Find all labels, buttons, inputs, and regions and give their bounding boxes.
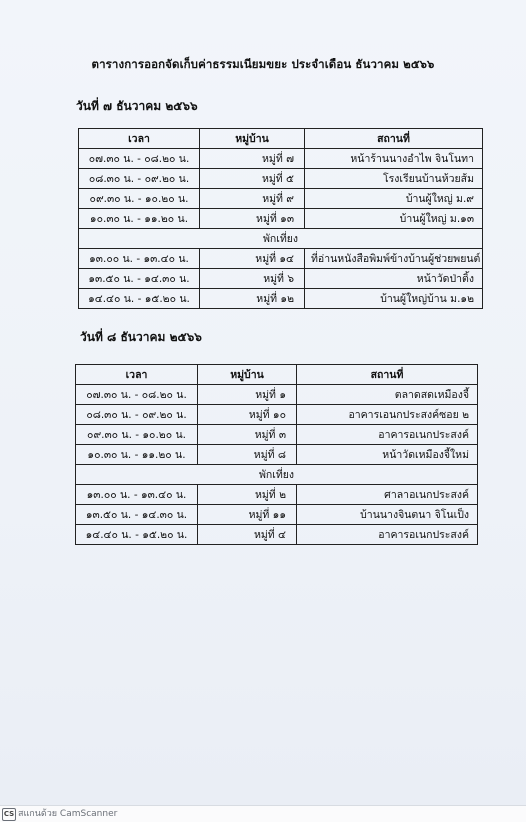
table-row — [79, 249, 483, 269]
schedule-table-day-8 — [75, 364, 478, 545]
table-row — [76, 425, 478, 445]
table-row — [76, 405, 478, 425]
time-cell: ๐๙.๓๐ น. - ๑๐.๒๐ น. — [79, 189, 200, 209]
village-cell: หมู่ที่ ๗ — [200, 149, 305, 169]
time-cell: ๑๓.๕๐ น. - ๑๔.๓๐ น. — [79, 269, 200, 289]
lunch-break-cell: พักเที่ยง — [76, 465, 478, 485]
table-row — [79, 209, 483, 229]
place-cell: ศาลาอเนกประสงค์ — [297, 485, 478, 505]
time-cell: ๑๔.๔๐ น. - ๑๕.๒๐ น. — [79, 289, 200, 309]
place-cell: บ้านผู้ใหญ่บ้าน ม.๑๒ — [305, 289, 483, 309]
place-cell: หน้าร้านนางอำไพ จินโนทา — [305, 149, 483, 169]
place-cell: บ้านผู้ใหญ่ ม.๑๓ — [305, 209, 483, 229]
table-row — [76, 525, 478, 545]
place-cell: อาคารเอนกประสงค์ซอย ๒ — [297, 405, 478, 425]
table-row — [76, 385, 478, 405]
time-cell: ๑๓.๕๐ น. - ๑๔.๓๐ น. — [76, 505, 198, 525]
village-cell: หมู่ที่ ๕ — [200, 169, 305, 189]
table-row — [76, 505, 478, 525]
village-cell: หมู่ที่ ๑๐ — [198, 405, 297, 425]
place-cell: หน้าวัดป่าติ้ง — [305, 269, 483, 289]
table-row — [76, 485, 478, 505]
place-cell: ตลาดสดเหมืองจี้ — [297, 385, 478, 405]
time-cell: ๐๙.๓๐ น. - ๑๐.๒๐ น. — [76, 425, 198, 445]
place-cell: โรงเรียนบ้านห้วยส้ม — [305, 169, 483, 189]
column-header-village: หมู่บ้าน — [198, 365, 297, 385]
time-cell: ๑๐.๓๐ น. - ๑๑.๒๐ น. — [79, 209, 200, 229]
village-cell: หมู่ที่ ๑๔ — [200, 249, 305, 269]
village-cell: หมู่ที่ ๙ — [200, 189, 305, 209]
place-cell: อาคารอเนกประสงค์ — [297, 425, 478, 445]
time-cell: ๐๘.๓๐ น. - ๐๙.๒๐ น. — [79, 169, 200, 189]
time-cell: ๑๓.๐๐ น. - ๑๓.๔๐ น. — [79, 249, 200, 269]
place-cell: ที่อ่านหนังสือพิมพ์ข้างบ้านผู้ช่วยพยนต์ — [305, 249, 483, 269]
table-row — [76, 445, 478, 465]
column-header-place: สถานที่ — [297, 365, 478, 385]
time-cell: ๑๐.๓๐ น. - ๑๑.๒๐ น. — [76, 445, 198, 465]
column-header-place: สถานที่ — [305, 129, 483, 149]
village-cell: หมู่ที่ ๑๒ — [200, 289, 305, 309]
table-row — [79, 289, 483, 309]
village-cell: หมู่ที่ ๑๑ — [198, 505, 297, 525]
table-row — [79, 169, 483, 189]
column-header-village: หมู่บ้าน — [200, 129, 305, 149]
time-cell: ๑๔.๔๐ น. - ๑๕.๒๐ น. — [76, 525, 198, 545]
time-cell: ๐๗.๓๐ น. - ๐๘.๒๐ น. — [76, 385, 198, 405]
table-row — [79, 189, 483, 209]
village-cell: หมู่ที่ ๓ — [198, 425, 297, 445]
day-heading-8: วันที่ ๘ ธันวาคม ๒๕๖๖ — [80, 330, 202, 344]
break-row — [76, 465, 478, 485]
table-header-row — [79, 129, 483, 149]
camscanner-logo: CS — [2, 808, 16, 821]
day-heading-7: วันที่ ๗ ธันวาคม ๒๕๖๖ — [76, 99, 198, 113]
table-header-row — [76, 365, 478, 385]
village-cell: หมู่ที่ ๖ — [200, 269, 305, 289]
village-cell: หมู่ที่ ๒ — [198, 485, 297, 505]
village-cell: หมู่ที่ ๑ — [198, 385, 297, 405]
column-header-time: เวลา — [79, 129, 200, 149]
break-row — [79, 229, 483, 249]
place-cell: บ้านผู้ใหญ่ ม.๙ — [305, 189, 483, 209]
time-cell: ๐๘.๓๐ น. - ๐๙.๒๐ น. — [76, 405, 198, 425]
place-cell: บ้านนางจินตนา จิโนเป็ง — [297, 505, 478, 525]
table-row — [79, 149, 483, 169]
document-title: ตารางการออกจัดเก็บค่าธรรมเนียมขยะ ประจำเดือน ธันวาคม ๒๕๖๖ — [91, 57, 435, 71]
time-cell: ๑๓.๐๐ น. - ๑๓.๔๐ น. — [76, 485, 198, 505]
village-cell: หมู่ที่ ๑๓ — [200, 209, 305, 229]
scanner-watermark-bar — [0, 805, 526, 822]
village-cell: หมู่ที่ ๔ — [198, 525, 297, 545]
column-header-time: เวลา — [76, 365, 198, 385]
schedule-table-day-7 — [78, 128, 483, 309]
place-cell: หน้าวัดเหมืองจี้ใหม่ — [297, 445, 478, 465]
village-cell: หมู่ที่ ๘ — [198, 445, 297, 465]
scanner-watermark-text: สแกนด้วย CamScanner — [18, 809, 118, 819]
place-cell: อาคารอเนกประสงค์ — [297, 525, 478, 545]
time-cell: ๐๗.๓๐ น. - ๐๘.๒๐ น. — [79, 149, 200, 169]
lunch-break-cell: พักเที่ยง — [79, 229, 483, 249]
table-row — [79, 269, 483, 289]
